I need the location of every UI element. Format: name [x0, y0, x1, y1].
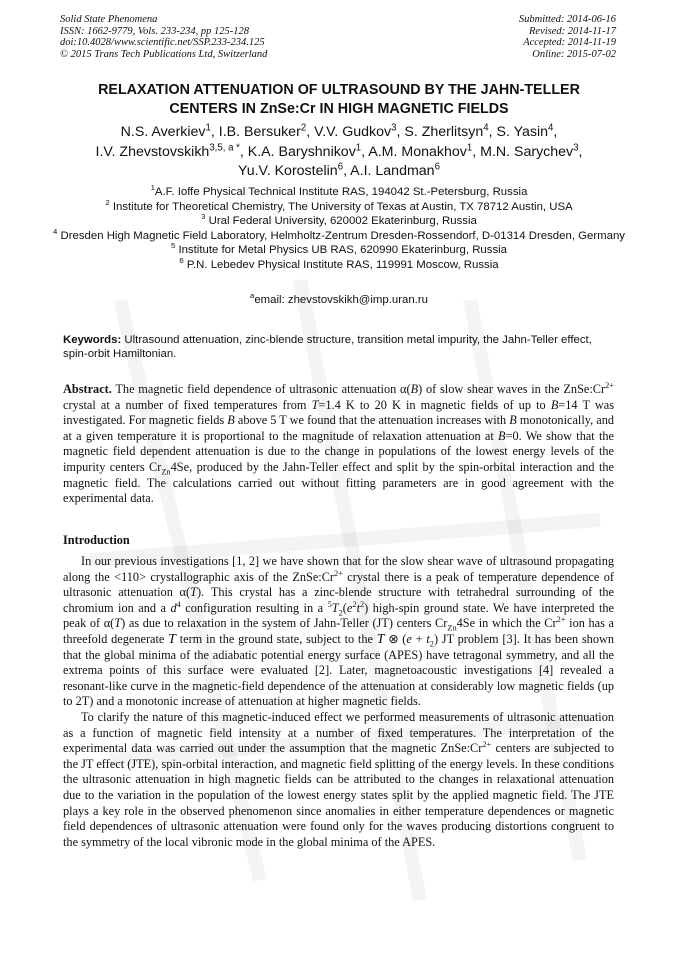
author-name: M.N. Sarychev	[480, 143, 574, 160]
abstract-text: monotonically, and at a given temperature it is proportional to the magnitude of relaxation attenuation at	[63, 413, 615, 443]
author-affil-mark: 1	[466, 141, 473, 153]
author-affil-mark: 1	[205, 122, 211, 134]
journal-name: Solid State Phenomena	[60, 14, 158, 25]
authors-line-3: Yu.V. Korostelin$^6$, A.I. Landman$^6$	[238, 161, 440, 179]
authors-line-1: N.S. Averkiev$^1$, I.B. Bersuker$^2$, V.V. Gudkov$^3$, S. Zherlitsyn$^4$, S. Yasin$^4$,	[120, 122, 558, 140]
author-name: K.A. Baryshnikov	[247, 143, 356, 160]
author-name: A.I. Landman	[350, 163, 435, 179]
author-affil-mark: 3	[391, 122, 397, 134]
abstract-label: Abstract.	[63, 382, 112, 396]
math-symbol: B	[410, 382, 419, 396]
affiliation-item	[40, 255, 638, 273]
math-symbol: B	[550, 397, 559, 412]
author-name: I.V. Zhevstovskikh	[95, 143, 210, 160]
math-symbol: B	[227, 413, 235, 428]
author-name: N.S. Averkiev	[120, 124, 206, 140]
math-subscript: 2	[338, 608, 343, 618]
date-submitted: Submitted: 2014-06-16	[518, 14, 616, 25]
affiliation-number: 6	[179, 255, 184, 265]
keywords-label: Keywords:	[63, 334, 122, 346]
math-symbol: B	[498, 428, 506, 443]
math-superscript: 2	[359, 599, 365, 609]
author-affil-mark: 3,5, a *	[209, 141, 240, 153]
math-symbol: T	[168, 631, 176, 647]
affiliation-text: P.N. Lebedev Physical Institute RAS, 119991 Moscow, Russia	[186, 258, 499, 271]
body-text: ion has a threefold degenerate	[63, 616, 614, 646]
math-symbol: T	[114, 616, 122, 631]
body-text: configuration resulting in a	[180, 600, 328, 615]
title-line-2: CENTERS IN ZnSe:Cr IN HIGH MAGNETIC FIELDS	[169, 101, 509, 117]
math-superscript: 2	[352, 599, 357, 609]
affiliation-number: 5	[170, 241, 176, 251]
affiliation-number: 2	[105, 197, 110, 207]
math-subscript: Zn	[447, 623, 457, 633]
body-text: ). This crystal has a zinc-blende structure with tetrahedral surrounding of the chromium ion and a	[63, 585, 615, 615]
term-symbol	[327, 599, 369, 618]
body-text: crystal there is a peak of temperature dependence of ultrasonic attenuation α(	[63, 569, 614, 600]
title-line-1: RELAXATION ATTENUATION OF ULTRASOUND BY THE JAHN-TELLER	[98, 82, 580, 98]
author-name: S. Yasin	[496, 124, 549, 140]
affiliation-text: Ural Federal University, 620002 Ekaterinburg, Russia	[208, 215, 477, 227]
affiliation-text: Institute for Metal Physics UB RAS, 620990 Ekaterinburg, Russia	[178, 244, 508, 256]
affiliation-item	[40, 226, 638, 244]
math-superscript: 4	[176, 599, 181, 609]
body-text: To clarify the nature of this magnetic-induced effect we performed measurements of ultrasonic attenuation as a function of magnetic field intensity at a number of fixed temperatures. The interpretation of the experimental data was carried out under the assumption that the magnetic ZnSe:Cr	[63, 709, 614, 756]
journal-copyright: © 2015 Trans Tech Publications Ltd, Switzerland	[60, 48, 268, 60]
body-text: ) as due to relaxation in the system of Jahn-Teller (JT) centers Cr	[121, 616, 448, 631]
email-mark: a	[250, 291, 255, 301]
author-name: A.M. Monakhov	[368, 143, 467, 160]
author-affil-mark: 3	[573, 141, 579, 153]
keywords-block	[63, 333, 614, 361]
abstract-text: ) of slow shear waves in the ZnSe:Cr	[418, 382, 606, 396]
math-symbol: e	[406, 631, 412, 646]
math-symbol: B	[509, 413, 517, 428]
abstract-text: =0. We show that the magnetic field dependent attenuation is due to the change in populations of the lowest energy levels of the impurity centers Cr	[63, 428, 614, 474]
math-symbol: e	[346, 600, 353, 615]
math-superscript: 2+	[334, 568, 343, 578]
journal-info	[60, 14, 267, 60]
math-operator: +	[411, 631, 427, 646]
body-text: high-spin ground state. We have interpreted the peak of α(	[63, 600, 614, 631]
author-affil-mark: 1	[355, 141, 362, 153]
affiliation-item	[40, 197, 638, 215]
affiliation-text: Institute for Theoretical Chemistry, The University of Texas at Austin, TX 78712 Austin, USA	[112, 200, 573, 213]
abstract-text: above 5 T we found that the attenuation increases with	[234, 413, 510, 428]
math-symbol: T	[376, 631, 385, 647]
publication-dates	[519, 14, 616, 60]
affiliation-number: 1	[150, 183, 155, 193]
date-revised: Revised: 2014-11-17	[529, 25, 616, 37]
affiliation-number: 3	[201, 212, 206, 222]
math-paren: (	[342, 600, 347, 615]
author-affil-mark: 6	[337, 161, 344, 173]
date-accepted: Accepted: 2014-11-19	[523, 37, 616, 48]
math-paren: )	[433, 631, 439, 646]
affiliation-list	[40, 185, 638, 272]
math-subscript: 2	[429, 639, 434, 649]
math-superscript: 2+	[605, 380, 615, 390]
abstract-text: crystal at a number of fixed temperatures from	[63, 397, 312, 412]
abstract-text: The magnetic field dependence of ultrasonic attenuation α(	[111, 382, 411, 396]
body-text: JT problem [3]. It has been shown that the global minima of the adiabatic potential energy surface (APES) have tetragonal symmetry, and all the extrema points of this surface were evaluated [2]. Later, magnetoacoustic investigations [4] revealed a resonant-like curve in the magnetic-field dependence of the attenuation at considerably low magnetic fields (up to 2T) and a monotonic increase of attenuation at higher magnetic fields.	[63, 631, 615, 709]
math-symbol: T	[190, 585, 197, 600]
math-superscript: 2+	[556, 615, 566, 625]
introduction-body	[63, 554, 614, 850]
math-superscript: 5	[327, 599, 332, 609]
abstract-text: =14 T was investigated. For magnetic fields	[63, 397, 615, 428]
abstract-block	[63, 382, 614, 507]
journal-doi: doi:10.4028/www.scientific.net/SSP.233-234.125	[60, 37, 265, 48]
affiliation-text: A.F. Ioffe Physical Technical Institute RAS, 194042 St.-Petersburg, Russia	[154, 186, 528, 198]
math-symbol: T	[311, 397, 319, 412]
abstract-text: =1.4 K to 20 K in magnetic fields of up to	[318, 397, 551, 412]
author-list	[40, 123, 638, 182]
affiliation-text: Dresden High Magnetic Field Laboratory, Helmholtz-Zentrum Dresden-Rossendorf, D-01314 Dresden, Germany	[60, 229, 625, 242]
author-affil-mark: 2	[300, 122, 307, 134]
author-name: S. Zherlitsyn	[404, 124, 484, 140]
math-operator: ⊗ (	[384, 631, 407, 646]
body-text: term in the ground state, subject to the	[175, 631, 377, 646]
body-text: 4Se in which the Cr	[456, 616, 557, 631]
author-name: V.V. Gudkov	[314, 124, 392, 140]
affiliation-item	[40, 214, 638, 229]
paper-title	[40, 81, 638, 119]
introduction-heading: Introduction	[63, 533, 130, 547]
abstract-text: 4Se, produced by the Jahn-Teller effect and split by the spin-orbital interaction and the magnetic field. The calculations carried out without fitting parameters are in good agreement with the experimental data.	[63, 459, 614, 506]
author-affil-mark: 4	[483, 122, 489, 134]
affiliation-item	[40, 243, 638, 258]
math-symbol: T	[331, 600, 339, 615]
body-text: centers are subjected to the JT effect (JTE), spin-orbital interaction, and magnetic field splitting of the energy levels. In these conditions the ultrasonic attenuation in high magnetic fields can be attributed to the changes in relaxational attenuation due to the variation in the population of the lowest energy states split by the applied magnetic field. The JTE plays a key role in the observed phenomenon since anomalies in either temperature dependences or magnetic field dependences of ultrasonic attenuation were found only for the waves producing distortions congruent to the symmetry of the local vibronic mode in the global minima of the APES.	[63, 741, 614, 849]
journal-issn: ISSN: 1662-9779, Vols. 233-234, pp 125-128	[60, 25, 249, 37]
math-symbol: t	[426, 631, 430, 646]
math-subscript: Zn	[161, 467, 171, 477]
author-name: I.B. Bersuker	[218, 124, 301, 140]
affiliation-item	[40, 185, 638, 200]
affiliation-number: 4	[53, 226, 58, 236]
date-online: Online: 2015-07-02	[532, 48, 616, 60]
author-affil-mark: 6	[434, 161, 440, 173]
email-text: email: zhevstovskikh@imp.uran.ru	[254, 294, 428, 306]
author-name: Yu.V. Korostelin	[238, 163, 338, 179]
math-symbol: t	[356, 600, 360, 615]
keywords-text: Ultrasound attenuation, zinc-blende structure, transition metal impurity, the Jahn-Teller effect, spin-orbit Hamiltonian.	[63, 334, 592, 360]
authors-line-2: I.V. Zhevstovskikh$^{3,5, a *}$, K.A. Baryshnikov$^1$, A.M. Monakhov$^1$, M.N. Sarychev$^3$,	[95, 141, 583, 160]
paragraph	[63, 554, 614, 710]
math-paren: )	[364, 600, 369, 615]
contact-email	[40, 291, 638, 306]
paragraph	[63, 710, 614, 850]
jt-problem-formula	[376, 631, 439, 649]
math-superscript: 2+	[482, 740, 492, 750]
author-affil-mark: 4	[548, 122, 554, 134]
math-symbol: d	[170, 600, 177, 615]
body-text: In our previous investigations [1, 2] we have shown that for the slow shear wave of ultrasound propagating along the <110> crystallographic axis of the ZnSe:Cr	[63, 554, 614, 584]
